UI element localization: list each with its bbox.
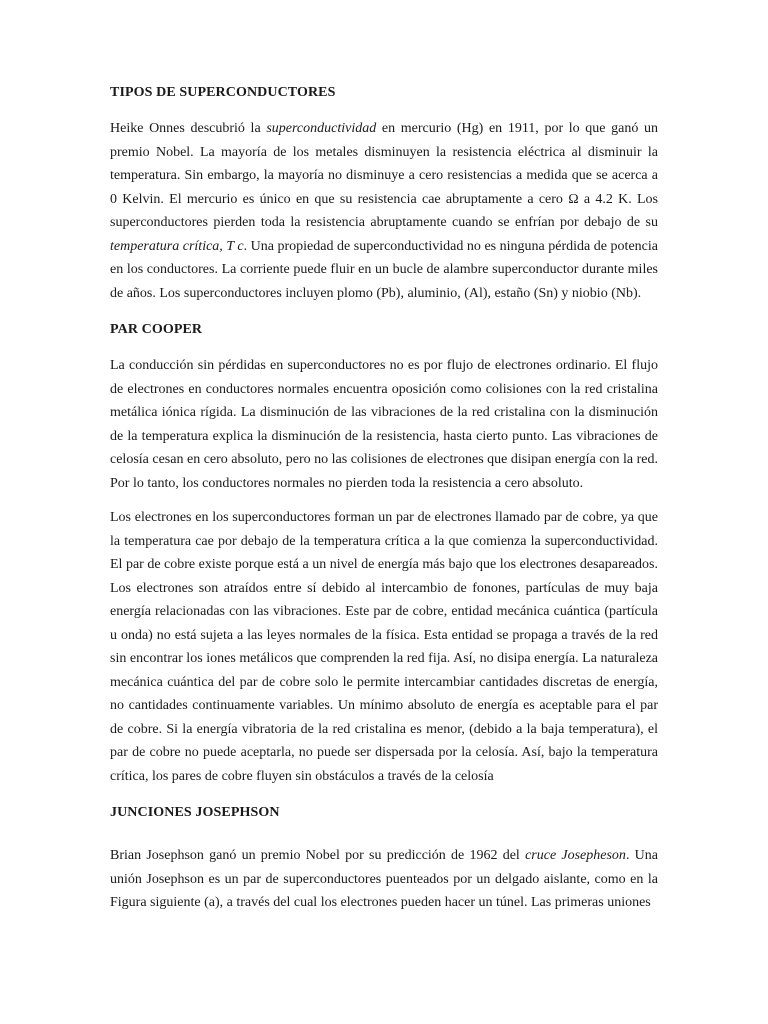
italic-run: temperatura crítica, T [110,238,234,254]
document-body [110,84,658,915]
section-heading-junciones-josephson: JUNCIONES JOSEPHSON [110,805,280,820]
italic-run: superconductividad [266,121,377,136]
italic-run: cruce Josepheson [525,848,626,863]
paragraph-par-de-cobre: Los electrones en los superconductores forman un par de electrones llamado par de cobre, ya que la temperatura cae por debajo de la temperatura crítica a la que comienza la superconductividad. El par de cobre existe porque está a un nivel de energía más bajo que los electrones desapareados. Los electrones son atraídos entre sí debido al intercambio de fonones, partículas de muy baja energía relacionadas con las vibraciones. Este par de cobre, entidad mecánica cuántica (partícula u onda) no está sujeta a las leyes normales de la física. Esta entidad se propaga a través de la red sin encontrar los iones metálicos que comprenden la red fija. Así, no disipa energía. La naturaleza mecánica cuántica del par de cobre solo le permite intercambiar cantidades discretas de energía, no cantidades continuamente variables. Un mínimo absoluto de energía es aceptable para el par de cobre. Si la energía vibratoria de la red cristalina es menor, (debido a la baja temperatura), el par de cobre no puede aceptarla, no puede ser dispersada por la celosía. Así, bajo la temperatura crítica, los pares de cobre fluyen sin obstáculos a través de la celosía [110,510,658,784]
section-heading-par-cooper: PAR COOPER [110,322,203,337]
section-heading-tipos-de-superconductores: TIPOS DE SUPERCONDUCTORES [110,85,336,100]
paragraph-superconductores-intro: Heike Onnes descubrió la superconductividad en mercurio (Hg) en 1911, por lo que ganó un premio Nobel. La mayoría de los metales disminuyen la resistencia eléctrica al disminuir la temperatura. Sin embargo, la mayoría no disminuye a cero resistencias a medida que se acerca a 0 Kelvin. El mercurio es único en que su resistencia cae abruptamente a cero Ω a 4.2 K. Los superconductores pierden toda la resistencia abruptamente cuando se enfrían por debajo de su temperatura crítica, T c. Una propiedad de superconductividad no es ninguna pérdida de potencia en los conductores. La corriente puede fluir en un bucle de alambre superconductor durante miles de años. Los superconductores incluyen plomo (Pb), aluminio, (Al), estaño (Sn) y niobio (Nb). [110,121,659,301]
paragraph-brian-josephson: Brian Josephson ganó un premio Nobel por su predicción de 1962 del cruce Josepheson. Una unión Josephson es un par de superconductores puenteados por un delgado aislante, como en la Figura siguiente (a), a través del cual los electrones pueden hacer un túnel. Las primeras uniones [110,848,658,910]
italic-run: c [233,238,244,254]
paragraph-conduccion-sin-perdidas: La conducción sin pérdidas en superconductores no es por flujo de electrones ordinario. El flujo de electrones en conductores normales encuentra oposición como colisiones con la red cristalina metálica iónica rígida. La disminución de las vibraciones de la red cristalina con la disminución de la temperatura explica la disminución de la resistencia, hasta cierto punto. Las vibraciones de celosía cesan en cero absoluto, pero no las colisiones de electrones que disipan energía con la red. Por lo tanto, los conductores normales no pierden toda la resistencia a cero absoluto. [110,358,658,491]
